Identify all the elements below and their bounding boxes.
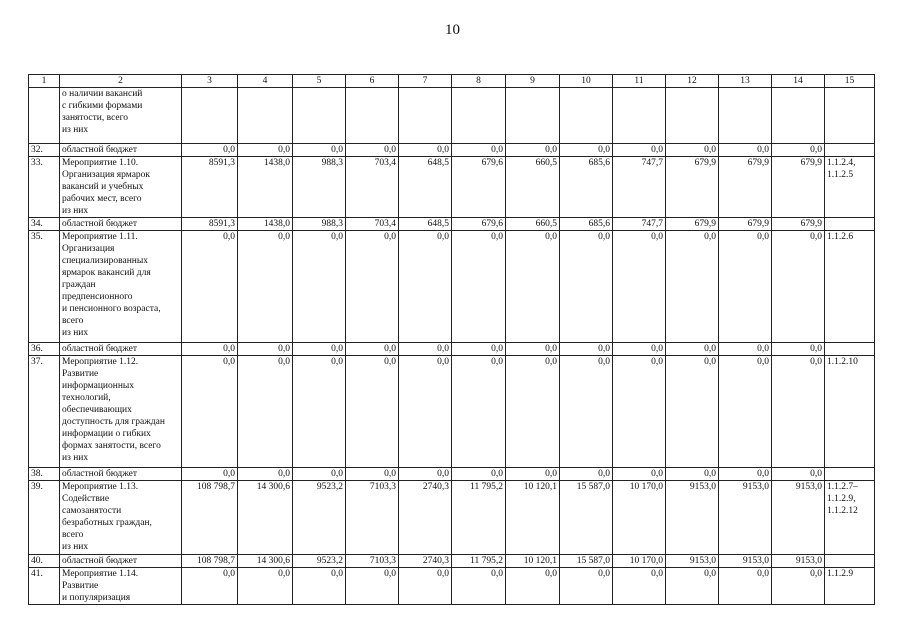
value-cell: 9153,0 (772, 555, 825, 568)
page-number: 10 (445, 22, 460, 38)
value-cell: 679,9 (719, 157, 772, 218)
row-number: 39. (29, 481, 60, 555)
value-cell: 0,0 (238, 468, 293, 481)
row-number: 32. (29, 144, 60, 157)
column-header: 6 (346, 75, 399, 88)
value-cell: 0,0 (719, 343, 772, 356)
value-cell (238, 88, 293, 144)
value-cell: 0,0 (666, 231, 719, 343)
value-cell: 9153,0 (666, 481, 719, 555)
value-cell: 1438,0 (238, 218, 293, 231)
value-cell: 0,0 (666, 343, 719, 356)
column-header: 15 (825, 75, 875, 88)
value-cell: 0,0 (346, 568, 399, 605)
value-cell: 0,0 (293, 468, 346, 481)
value-cell: 0,0 (452, 231, 506, 343)
row-description: областной бюджет (60, 555, 182, 568)
value-cell: 0,0 (772, 356, 825, 468)
indicator-code: 1.1.2.4, 1.1.2.5 (825, 157, 875, 218)
table-row (29, 343, 875, 356)
row-description: областной бюджет (60, 343, 182, 356)
value-cell: 0,0 (238, 343, 293, 356)
indicator-code (825, 88, 875, 144)
row-description: областной бюджет (60, 144, 182, 157)
value-cell: 11 795,2 (452, 481, 506, 555)
table-row (29, 231, 875, 343)
value-cell: 0,0 (506, 468, 560, 481)
value-cell (772, 88, 825, 144)
value-cell: 0,0 (452, 568, 506, 605)
value-cell: 679,9 (772, 218, 825, 231)
row-number: 37. (29, 356, 60, 468)
value-cell: 0,0 (346, 231, 399, 343)
value-cell: 0,0 (613, 356, 666, 468)
row-description: Мероприятие 1.10. Организация ярмарок вакансий и учебных рабочих мест, всего из них (60, 157, 182, 218)
row-description: Мероприятие 1.11. Организация специализированных ярмарок вакансий для граждан предпенсионного и пенсионного возраста, всего из них (60, 231, 182, 343)
value-cell: 0,0 (293, 144, 346, 157)
value-cell: 0,0 (182, 568, 238, 605)
value-cell: 0,0 (719, 468, 772, 481)
value-cell: 0,0 (238, 356, 293, 468)
value-cell: 988,3 (293, 218, 346, 231)
column-header: 14 (772, 75, 825, 88)
value-cell: 679,6 (452, 218, 506, 231)
value-cell: 660,5 (506, 218, 560, 231)
value-cell: 0,0 (399, 356, 452, 468)
value-cell: 0,0 (399, 144, 452, 157)
value-cell (182, 88, 238, 144)
value-cell (293, 88, 346, 144)
column-header: 11 (613, 75, 666, 88)
value-cell: 0,0 (346, 144, 399, 157)
value-cell: 0,0 (506, 144, 560, 157)
value-cell: 0,0 (346, 343, 399, 356)
row-number: 38. (29, 468, 60, 481)
value-cell: 15 587,0 (560, 555, 613, 568)
value-cell: 679,6 (452, 157, 506, 218)
value-cell: 0,0 (719, 356, 772, 468)
value-cell (452, 88, 506, 144)
table-row (29, 144, 875, 157)
value-cell: 0,0 (772, 144, 825, 157)
value-cell: 0,0 (772, 231, 825, 343)
value-cell: 0,0 (238, 144, 293, 157)
table-row (29, 468, 875, 481)
value-cell: 0,0 (506, 231, 560, 343)
row-description: Мероприятие 1.12. Развитие информационных технологий, обеспечивающих доступность для граждан информации о гибких формах занятости, всего из них (60, 356, 182, 468)
value-cell: 0,0 (293, 356, 346, 468)
row-number (29, 88, 60, 144)
row-number: 40. (29, 555, 60, 568)
value-cell: 0,0 (772, 343, 825, 356)
indicator-code (825, 343, 875, 356)
value-cell: 2740,3 (399, 481, 452, 555)
value-cell: 0,0 (182, 144, 238, 157)
row-description: Мероприятие 1.13. Содействие самозанятости безработных граждан, всего из них (60, 481, 182, 555)
value-cell: 703,4 (346, 157, 399, 218)
column-header: 13 (719, 75, 772, 88)
value-cell: 8591,3 (182, 157, 238, 218)
row-description: областной бюджет (60, 218, 182, 231)
value-cell: 0,0 (346, 356, 399, 468)
indicator-code (825, 555, 875, 568)
table-row (29, 157, 875, 218)
value-cell: 15 587,0 (560, 481, 613, 555)
value-cell: 679,9 (666, 218, 719, 231)
row-number: 34. (29, 218, 60, 231)
value-cell: 703,4 (346, 218, 399, 231)
table-row (29, 88, 875, 144)
value-cell: 0,0 (452, 468, 506, 481)
value-cell: 747,7 (613, 218, 666, 231)
value-cell: 14 300,6 (238, 555, 293, 568)
column-header: 2 (60, 75, 182, 88)
value-cell (666, 88, 719, 144)
value-cell: 0,0 (399, 568, 452, 605)
value-cell: 9523,2 (293, 555, 346, 568)
value-cell: 0,0 (613, 468, 666, 481)
row-description: о наличии вакансий с гибкими формами занятости, всего из них (60, 88, 182, 144)
value-cell: 0,0 (613, 568, 666, 605)
indicator-code (825, 144, 875, 157)
value-cell: 685,6 (560, 218, 613, 231)
value-cell: 0,0 (506, 568, 560, 605)
value-cell: 648,5 (399, 218, 452, 231)
column-header: 9 (506, 75, 560, 88)
value-cell: 0,0 (666, 144, 719, 157)
value-cell (719, 88, 772, 144)
value-cell: 0,0 (506, 356, 560, 468)
indicator-code (825, 468, 875, 481)
value-cell: 9153,0 (772, 481, 825, 555)
value-cell (346, 88, 399, 144)
table-row (29, 218, 875, 231)
value-cell: 108 798,7 (182, 481, 238, 555)
indicator-code: 1.1.2.9 (825, 568, 875, 605)
row-number: 35. (29, 231, 60, 343)
value-cell: 0,0 (666, 568, 719, 605)
column-header: 7 (399, 75, 452, 88)
value-cell: 0,0 (719, 568, 772, 605)
value-cell: 2740,3 (399, 555, 452, 568)
value-cell: 0,0 (719, 144, 772, 157)
budget-table (28, 74, 875, 605)
indicator-code (825, 218, 875, 231)
value-cell (560, 88, 613, 144)
value-cell (506, 88, 560, 144)
value-cell: 0,0 (293, 343, 346, 356)
value-cell: 0,0 (399, 231, 452, 343)
value-cell: 0,0 (182, 343, 238, 356)
value-cell: 0,0 (506, 343, 560, 356)
value-cell: 7103,3 (346, 555, 399, 568)
column-header: 1 (29, 75, 60, 88)
value-cell: 0,0 (560, 356, 613, 468)
table-header-row (29, 75, 875, 88)
value-cell: 11 795,2 (452, 555, 506, 568)
value-cell: 0,0 (666, 468, 719, 481)
value-cell: 679,9 (719, 218, 772, 231)
value-cell: 0,0 (666, 356, 719, 468)
value-cell (613, 88, 666, 144)
row-number: 33. (29, 157, 60, 218)
value-cell: 10 170,0 (613, 481, 666, 555)
value-cell: 0,0 (238, 568, 293, 605)
value-cell: 8591,3 (182, 218, 238, 231)
value-cell: 0,0 (772, 568, 825, 605)
row-description: Мероприятие 1.14. Развитие и популяризация (60, 568, 182, 605)
value-cell: 0,0 (399, 468, 452, 481)
value-cell: 10 120,1 (506, 481, 560, 555)
value-cell: 9523,2 (293, 481, 346, 555)
value-cell: 0,0 (560, 231, 613, 343)
table-row (29, 555, 875, 568)
table-row (29, 481, 875, 555)
indicator-code: 1.1.2.10 (825, 356, 875, 468)
value-cell: 0,0 (560, 468, 613, 481)
value-cell: 0,0 (346, 468, 399, 481)
value-cell: 14 300,6 (238, 481, 293, 555)
value-cell: 0,0 (238, 231, 293, 343)
row-number: 41. (29, 568, 60, 605)
table-row (29, 568, 875, 605)
column-header: 8 (452, 75, 506, 88)
value-cell: 9153,0 (719, 481, 772, 555)
value-cell: 9153,0 (719, 555, 772, 568)
value-cell: 679,9 (666, 157, 719, 218)
column-header: 12 (666, 75, 719, 88)
indicator-code: 1.1.2.6 (825, 231, 875, 343)
value-cell: 747,7 (613, 157, 666, 218)
indicator-code: 1.1.2.7– 1.1.2.9, 1.1.2.12 (825, 481, 875, 555)
column-header: 5 (293, 75, 346, 88)
column-header: 4 (238, 75, 293, 88)
value-cell: 0,0 (613, 231, 666, 343)
value-cell: 0,0 (560, 568, 613, 605)
value-cell: 0,0 (293, 568, 346, 605)
value-cell: 0,0 (399, 343, 452, 356)
value-cell: 685,6 (560, 157, 613, 218)
value-cell: 10 170,0 (613, 555, 666, 568)
value-cell: 0,0 (452, 343, 506, 356)
row-description: областной бюджет (60, 468, 182, 481)
value-cell: 0,0 (182, 356, 238, 468)
value-cell: 988,3 (293, 157, 346, 218)
value-cell: 0,0 (452, 144, 506, 157)
column-header: 10 (560, 75, 613, 88)
value-cell: 0,0 (182, 231, 238, 343)
row-number: 36. (29, 343, 60, 356)
value-cell: 7103,3 (346, 481, 399, 555)
column-header: 3 (182, 75, 238, 88)
table-row (29, 356, 875, 468)
value-cell: 0,0 (293, 231, 346, 343)
value-cell: 1438,0 (238, 157, 293, 218)
value-cell: 648,5 (399, 157, 452, 218)
value-cell: 0,0 (560, 144, 613, 157)
value-cell: 0,0 (613, 343, 666, 356)
value-cell: 10 120,1 (506, 555, 560, 568)
value-cell: 108 798,7 (182, 555, 238, 568)
value-cell: 0,0 (719, 231, 772, 343)
value-cell: 660,5 (506, 157, 560, 218)
value-cell: 0,0 (182, 468, 238, 481)
value-cell: 0,0 (613, 144, 666, 157)
value-cell: 0,0 (560, 343, 613, 356)
value-cell: 679,9 (772, 157, 825, 218)
value-cell: 9153,0 (666, 555, 719, 568)
value-cell (399, 88, 452, 144)
value-cell: 0,0 (452, 356, 506, 468)
value-cell: 0,0 (772, 468, 825, 481)
